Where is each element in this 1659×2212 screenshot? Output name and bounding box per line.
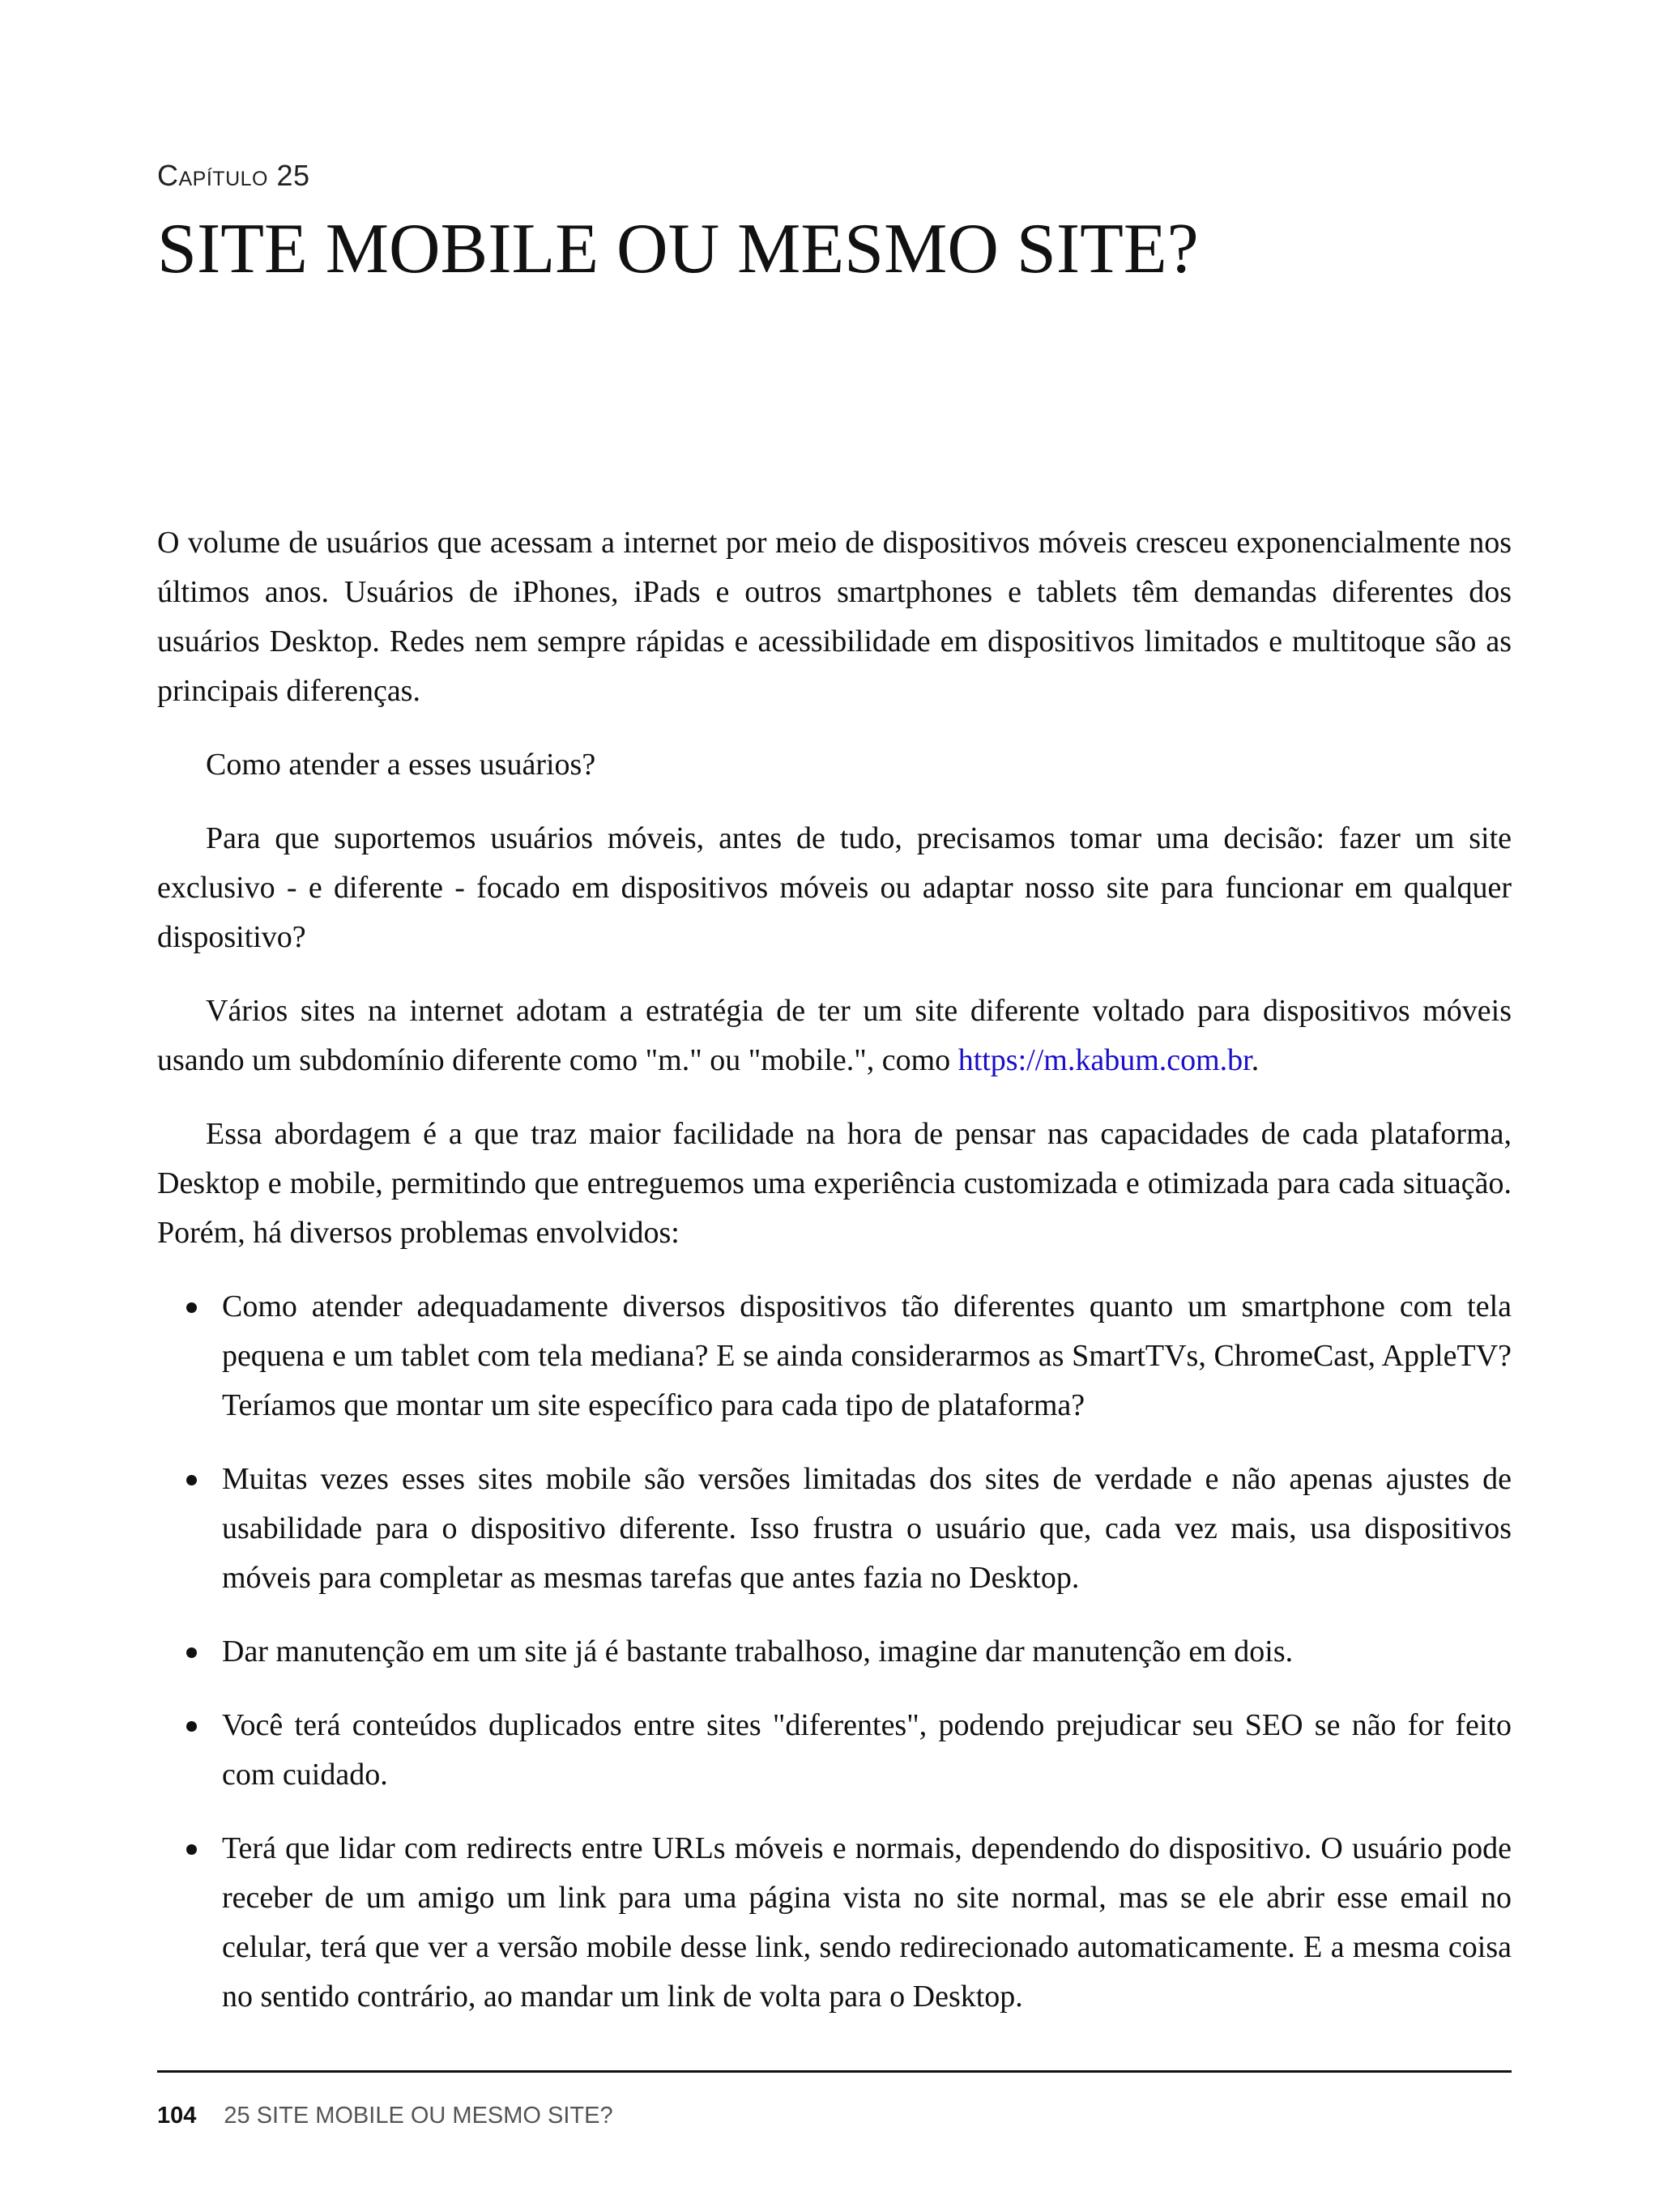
kabum-mobile-link[interactable]: https://m.kabum.com.br: [957, 1043, 1252, 1077]
list-item-text: Dar manutenção em um site já é bastante trabalhoso, imagine dar manutenção em dois.: [222, 1634, 1294, 1669]
bullet-icon: [186, 1475, 197, 1485]
list-item-text: Você terá conteúdos duplicados entre sites "diferentes", podendo prejudicar seu SEO se não for feito com cuidado.: [222, 1708, 1512, 1792]
paragraph-question: Como atender a esses usuários?: [206, 748, 596, 782]
list-item: [157, 1455, 1512, 1603]
paragraph-subdomain: [157, 987, 1512, 1085]
list-item-text: Muitas vezes esses sites mobile são versões limitadas dos sites de verdade e não apenas ajustes de usabilidade para o dispositivo diferente. Isso frustra o usuário que, cada vez mais, usa dispositivos móveis para completar as mesmas tarefas que antes fazia no Desktop.: [222, 1462, 1512, 1595]
chapter-body: [157, 518, 1512, 2046]
list-item-text: Como atender adequadamente diversos dispositivos tão diferentes quanto um smartphone com tela pequena e um tablet com tela mediana? E se ainda considerarmos as SmartTVs, ChromeCast, AppleTV? Teríamos que montar um site específico para cada tipo de plataforma?: [222, 1289, 1512, 1422]
page-number: 104: [157, 2103, 197, 2129]
footer-divider: [157, 2070, 1512, 2073]
paragraph-decision: Para que suportemos usuários móveis, antes de tudo, precisamos tomar uma decisão: fazer um site exclusivo - e diferente - focado em dispositivos móveis ou adaptar nosso site para funcionar em qualquer dispositivo?: [157, 821, 1512, 954]
link-trailing-punctuation: .: [1251, 1043, 1260, 1077]
list-item: [157, 1824, 1512, 2022]
running-title: 25 SITE MOBILE OU MESMO SITE?: [224, 2103, 613, 2129]
chapter-label-word: Capítulo: [157, 159, 268, 192]
list-item: [157, 1627, 1512, 1677]
bullet-icon: [186, 1302, 197, 1313]
bullet-icon: [186, 1844, 197, 1855]
bullet-icon: [186, 1721, 197, 1732]
chapter-title: SITE MOBILE OU MESMO SITE?: [157, 210, 1199, 288]
list-item: [157, 1282, 1512, 1430]
paragraph-approach: Essa abordagem é a que traz maior facilidade na hora de pensar nas capacidades de cada plataforma, Desktop e mobile, permitindo que entreguemos uma experiência customizada e otimizada para cada situação. Porém, há diversos problemas envolvidos:: [157, 1117, 1512, 1250]
problems-list: [157, 1282, 1512, 2022]
page-footer: [157, 2103, 613, 2129]
paragraph-subdomain-text: Vários sites na internet adotam a estratégia de ter um site diferente voltado para dispositivos móveis usando um subdomínio diferente como "m." ou "mobile.", como: [157, 994, 1512, 1077]
paragraph-intro: O volume de usuários que acessam a internet por meio de dispositivos móveis cresceu exponencialmente nos últimos anos. Usuários de iPhones, iPads e outros smartphones e tablets têm demandas diferentes dos usuários Desktop. Redes nem sempre rápidas e acessibilidade em dispositivos limitados e multitoque são as principais diferenças.: [157, 526, 1512, 708]
book-page: [157, 0, 1512, 2212]
list-item: [157, 1701, 1512, 1800]
list-item-text: Terá que lidar com redirects entre URLs móveis e normais, dependendo do dispositivo. O usuário pode receber de um amigo um link para uma página vista no site normal, mas se ele abrir esse email no celular, terá que ver a versão mobile desse link, sendo redirecionado automaticamente. E a mesma coisa no sentido contrário, ao mandar um link de volta para o Desktop.: [222, 1831, 1512, 2014]
chapter-label: [157, 159, 310, 193]
bullet-icon: [186, 1647, 197, 1658]
chapter-number: 25: [276, 159, 310, 192]
